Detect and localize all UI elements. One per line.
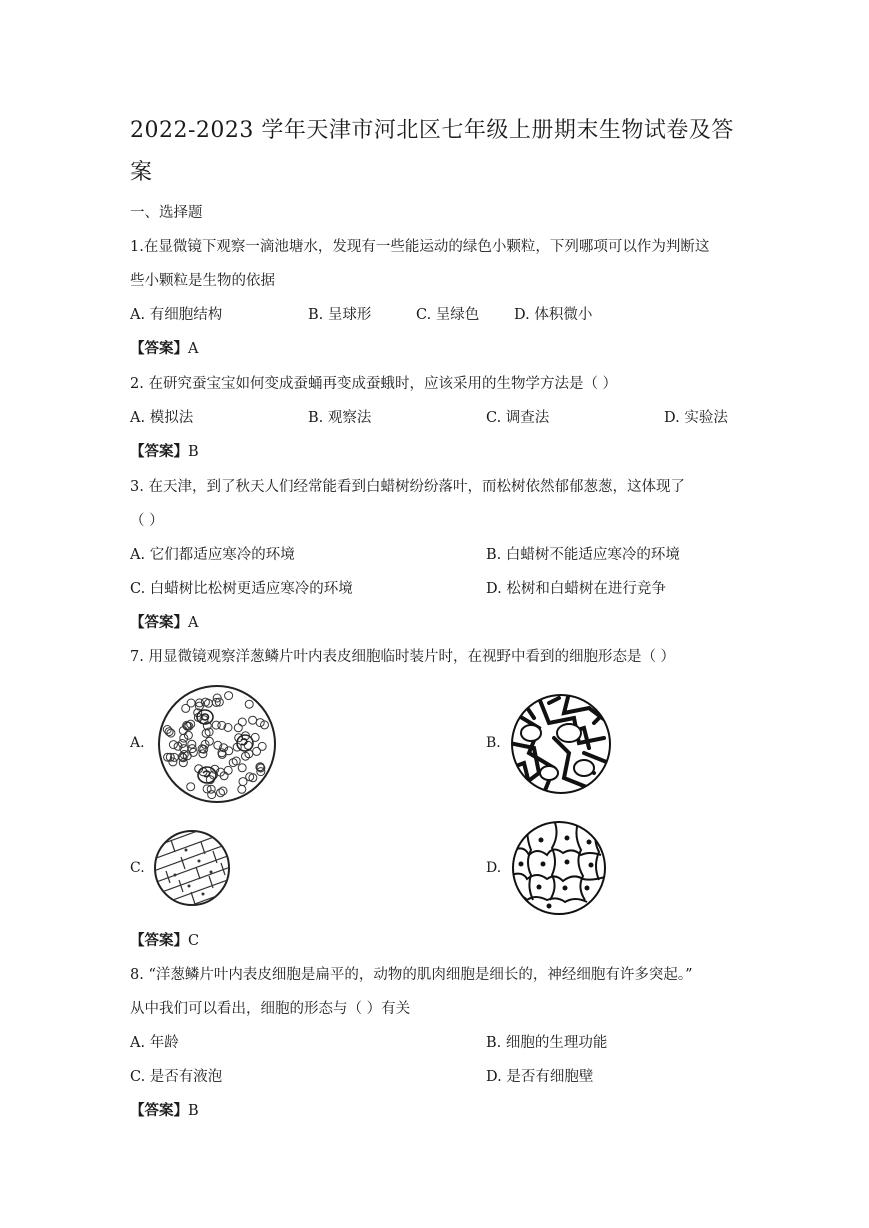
q3-answer [130, 613, 198, 633]
q8-stem-line-1: 8. “洋葱鳞片叶内表皮细胞是扁平的，动物的肌肉细胞是细长的，神经细胞有许多突起。” [130, 967, 693, 983]
q2-option-b: B. 观察法 [308, 410, 372, 426]
q1-option-a: A. 有细胞结构 [130, 307, 223, 323]
q3-option-b: B. 白蜡树不能适应寒冷的环境 [486, 547, 680, 563]
q1-stem-line-1: 1.在显微镜下观察一滴池塘水，发现有一些能运动的绿色小颗粒，下列哪项可以作为判断这 [130, 239, 710, 255]
q1-option-d: D. 体积微小 [514, 307, 593, 323]
q7-answer-value: C [188, 933, 200, 949]
q8-option-c: C. 是否有液泡 [130, 1069, 223, 1085]
q7-figure-label-a: A. [130, 735, 145, 751]
section-heading: 一、选择题 [130, 205, 203, 221]
q2-stem-line-1: 2. 在研究蚕宝宝如何变成蚕蛹再变成蚕蛾时，应该采用的生物学方法是（ ） [130, 376, 618, 392]
q3-stem-line-2: （ ） [130, 513, 164, 529]
q8-option-d: D. 是否有细胞壁 [486, 1069, 594, 1085]
q7-figure-label-c: C. [130, 860, 145, 876]
q2-option-a: A. 模拟法 [130, 410, 194, 426]
q1-answer [130, 339, 198, 359]
q8-option-b: B. 细胞的生理功能 [486, 1035, 608, 1051]
answer-label: 【答案】 [130, 614, 188, 631]
q7-stem-line-1: 7. 用显微镜观察洋葱鳞片叶内表皮细胞临时装片时，在视野中看到的细胞形态是（ ） [130, 649, 676, 665]
title-line-2: 案 [130, 160, 153, 185]
q7-figure-d-epithelial-cells [509, 820, 609, 916]
q3-option-a: A. 它们都适应寒冷的环境 [130, 547, 295, 563]
q1-option-c: C. 呈绿色 [416, 307, 480, 323]
q7-figure-b-nerve-cells [509, 693, 613, 795]
q1-option-b: B. 呈球形 [308, 307, 372, 323]
q2-option-c: C. 调查法 [486, 410, 550, 426]
answer-label: 【答案】 [130, 1102, 188, 1119]
q8-stem-line-2: 从中我们可以看出，细胞的形态与（ ）有关 [130, 1001, 411, 1017]
q7-figure-a-blood-cells [155, 683, 279, 805]
q3-answer-value: A [188, 615, 199, 631]
q3-option-c: C. 白蜡树比松树更适应寒冷的环境 [130, 581, 353, 597]
q3-stem-line-1: 3. 在天津，到了秋天人们经常能看到白蜡树纷纷落叶，而松树依然郁郁葱葱，这体现了 [130, 479, 685, 495]
document-title [130, 110, 750, 194]
q7-answer [130, 931, 199, 951]
q1-stem-line-2: 些小颗粒是生物的依据 [130, 273, 275, 289]
answer-label: 【答案】 [130, 932, 188, 949]
answer-label: 【答案】 [130, 443, 188, 460]
q7-figure-label-b: B. [486, 735, 501, 751]
q8-answer-value: B [188, 1103, 199, 1119]
q2-answer-value: B [188, 444, 199, 460]
answer-label: 【答案】 [130, 340, 188, 357]
q2-answer [130, 442, 199, 462]
q2-option-d: D. 实验法 [664, 410, 728, 426]
q8-answer [130, 1101, 199, 1121]
q8-option-a: A. 年龄 [130, 1035, 179, 1051]
q3-option-d: D. 松树和白蜡树在进行竞争 [486, 581, 666, 597]
title-line-1: 2022-2023 学年天津市河北区七年级上册期末生物试卷及答 [130, 118, 734, 143]
q7-figure-label-d: D. [486, 860, 502, 876]
q7-figure-c-onion-epidermis [151, 828, 233, 908]
q1-answer-value: A [188, 341, 199, 357]
